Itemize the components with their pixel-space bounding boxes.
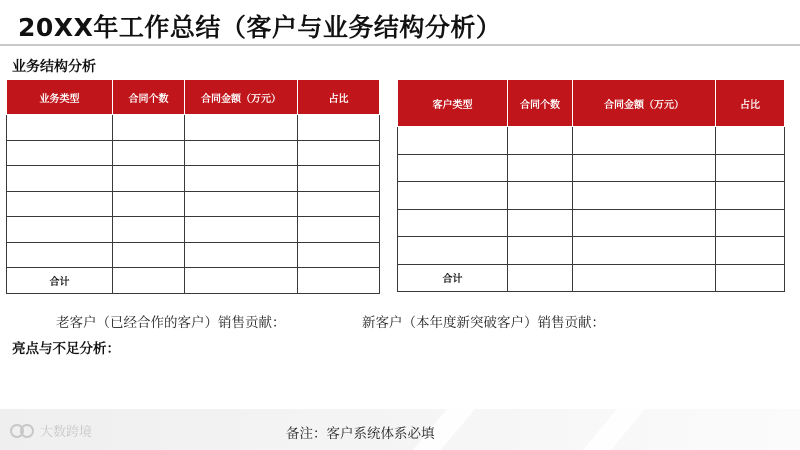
total-label: 合计 <box>398 264 508 292</box>
table-cell[interactable] <box>113 166 185 192</box>
table-cell[interactable] <box>298 166 380 192</box>
table-cell[interactable] <box>716 127 785 155</box>
table-cell[interactable] <box>298 140 380 166</box>
table-cell[interactable] <box>298 217 380 243</box>
table-cell[interactable] <box>573 182 716 210</box>
table-row <box>398 237 785 265</box>
table-cell[interactable] <box>508 237 573 265</box>
table-cell[interactable] <box>185 191 298 217</box>
watermark <box>8 421 92 440</box>
table-row <box>7 166 380 192</box>
table-cell[interactable] <box>7 115 113 141</box>
table-row <box>7 191 380 217</box>
table-cell[interactable] <box>716 209 785 237</box>
table-cell[interactable] <box>298 242 380 268</box>
table-row <box>398 154 785 182</box>
table-cell[interactable] <box>298 191 380 217</box>
table-cell[interactable] <box>7 242 113 268</box>
table-row <box>7 242 380 268</box>
table-cell[interactable] <box>298 115 380 141</box>
table-cell[interactable] <box>716 237 785 265</box>
table-cell[interactable] <box>573 237 716 265</box>
table-row <box>398 127 785 155</box>
table-cell[interactable] <box>298 268 380 294</box>
section-title: 业务结构分析 <box>12 59 96 75</box>
table-cell[interactable] <box>573 127 716 155</box>
table-cell[interactable] <box>573 154 716 182</box>
new-customer-contribution-label: 新客户（本年度新突破客户）销售贡献： <box>362 315 605 331</box>
column-header: 合同个数 <box>508 80 573 127</box>
table-cell[interactable] <box>185 268 298 294</box>
table-header-row <box>398 80 785 127</box>
column-header: 合同金额（万元） <box>573 80 716 127</box>
table-row <box>398 209 785 237</box>
old-customer-contribution-label: 老客户（已经合作的客户）销售贡献： <box>56 315 286 331</box>
table-cell[interactable] <box>398 127 508 155</box>
footer-bar <box>0 409 800 450</box>
table-cell[interactable] <box>508 154 573 182</box>
table-cell[interactable] <box>185 217 298 243</box>
table-cell[interactable] <box>113 140 185 166</box>
table-cell[interactable] <box>398 154 508 182</box>
table-cell[interactable] <box>185 115 298 141</box>
table-total-row <box>398 264 785 292</box>
column-header: 业务类型 <box>7 80 113 115</box>
table-cell[interactable] <box>185 140 298 166</box>
watermark-text: 大数跨境 <box>40 425 93 440</box>
table-cell[interactable] <box>508 264 573 292</box>
column-header: 占比 <box>716 80 785 127</box>
column-header: 合同个数 <box>113 80 185 115</box>
table-cell[interactable] <box>716 182 785 210</box>
table-cell[interactable] <box>113 242 185 268</box>
table-cell[interactable] <box>508 209 573 237</box>
table-cell[interactable] <box>113 217 185 243</box>
column-header: 客户类型 <box>398 80 508 127</box>
table-cell[interactable] <box>573 209 716 237</box>
footer-stripe <box>583 409 645 450</box>
table-cell[interactable] <box>716 154 785 182</box>
table-cell[interactable] <box>508 182 573 210</box>
business-structure-table <box>6 79 380 294</box>
table-row <box>7 140 380 166</box>
column-header: 占比 <box>298 80 380 115</box>
total-label: 合计 <box>7 268 113 294</box>
column-header: 合同金额（万元） <box>185 80 298 115</box>
table-total-row <box>7 268 380 294</box>
table-cell[interactable] <box>7 217 113 243</box>
table-cell[interactable] <box>185 166 298 192</box>
table-cell[interactable] <box>398 182 508 210</box>
customer-structure-table <box>397 79 785 292</box>
table-cell[interactable] <box>113 268 185 294</box>
page-title: 20XX年工作总结（客户与业务结构分析） <box>18 13 502 42</box>
table-row <box>7 217 380 243</box>
table-cell[interactable] <box>7 140 113 166</box>
table-cell[interactable] <box>573 264 716 292</box>
table-row <box>7 115 380 141</box>
table-cell[interactable] <box>113 115 185 141</box>
footer-note: 备注：客户系统体系必填 <box>286 426 435 442</box>
highlights-analysis-label: 亮点与不足分析： <box>12 341 120 357</box>
table-cell[interactable] <box>7 166 113 192</box>
logo-icon <box>8 422 36 440</box>
table-cell[interactable] <box>7 191 113 217</box>
table-row <box>398 182 785 210</box>
title-divider <box>0 44 800 46</box>
table-cell[interactable] <box>398 209 508 237</box>
table-cell[interactable] <box>508 127 573 155</box>
table-cell[interactable] <box>398 237 508 265</box>
table-cell[interactable] <box>716 264 785 292</box>
table-cell[interactable] <box>185 242 298 268</box>
table-header-row <box>7 80 380 115</box>
table-cell[interactable] <box>113 191 185 217</box>
